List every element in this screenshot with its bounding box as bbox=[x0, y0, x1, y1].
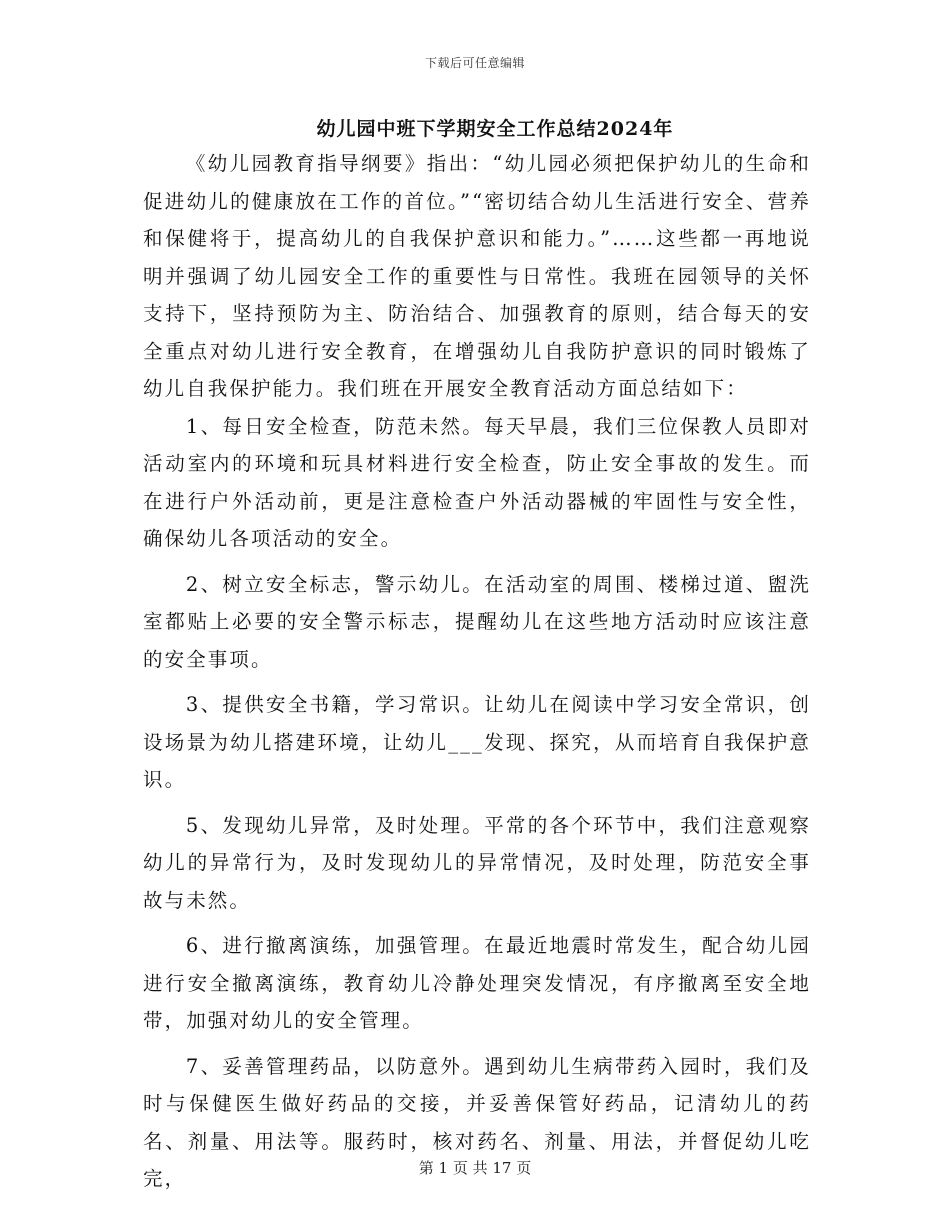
paragraph-item-7: 7、妥善管理药品，以防意外。遇到幼儿生病带药入园时，我们及时与保健医生做好药品的交接，并妥善保管好药品，记清幼儿的药名、剂量、用法等。服药时，核对药名、剂量、用法，并督促幼儿吃完， bbox=[143, 1054, 811, 1190]
document-body bbox=[143, 145, 811, 1198]
paragraph-spacer bbox=[143, 799, 811, 807]
paragraph-item-6: 6、进行撤离演练，加强管理。在最近地震时常发生，配合幼儿园进行安全撤离演练，教育幼儿冷静处理突发情况，有序撤离至安全地带，加强对幼儿的安全管理。 bbox=[143, 934, 811, 1032]
paragraph-spacer bbox=[143, 678, 811, 686]
paragraph-spacer bbox=[143, 919, 811, 927]
page-number-footer: 第 1 页 共 17 页 bbox=[418, 1159, 532, 1177]
paragraph-spacer bbox=[143, 1040, 811, 1048]
paragraph-intro: 《幼儿园教育指导纲要》指出：“幼儿园必须把保护幼儿的生命和促进幼儿的健康放在工作的首位。”“密切结合幼儿生活进行安全、营养和保健将于，提高幼儿的自我保护意识和能力。”……这些都一再地说明并强调了幼儿园安全工作的重要性与日常性。我班在园领导的关怀支持下，坚持预防为主、防治结合、加强教育的原则，结合每天的安全重点对幼儿进行安全教育，在增强幼儿自我防护意识的同时锻炼了幼儿自我保护能力。我们班在开展安全教育活动方面总结如下： bbox=[143, 152, 811, 400]
paragraph-item-2: 2、树立安全标志，警示幼儿。在活动室的周围、楼梯过道、盥洗室都贴上必要的安全警示标志，提醒幼儿在这些地方活动时应该注意的安全事项。 bbox=[143, 572, 811, 671]
paragraph-item-3: 3、提供安全书籍，学习常识。让幼儿在阅读中学习安全常识，创设场景为幼儿搭建环境，让幼儿___发现、探究，从而培育自我保护意识。 bbox=[143, 693, 811, 791]
paragraph-spacer bbox=[143, 558, 811, 566]
paragraph-item-1: 1、每日安全检查，防范未然。每天早晨，我们三位保教人员即对活动室内的环境和玩具材料进行安全检查，防止安全事故的发生。而在进行户外活动前，更是注意检查户外活动器械的牢固性与安全性，确保幼儿各项活动的安全。 bbox=[143, 414, 811, 550]
document-title: 幼儿园中班下学期安全工作总结2024年 bbox=[316, 118, 674, 140]
header-note: 下载后可任意编辑 bbox=[424, 56, 525, 70]
paragraph-item-5: 5、发现幼儿异常，及时处理。平常的各个环节中，我们注意观察幼儿的异常行为，及时发现幼儿的异常情况，及时处理，防范安全事故与未然。 bbox=[143, 813, 811, 912]
